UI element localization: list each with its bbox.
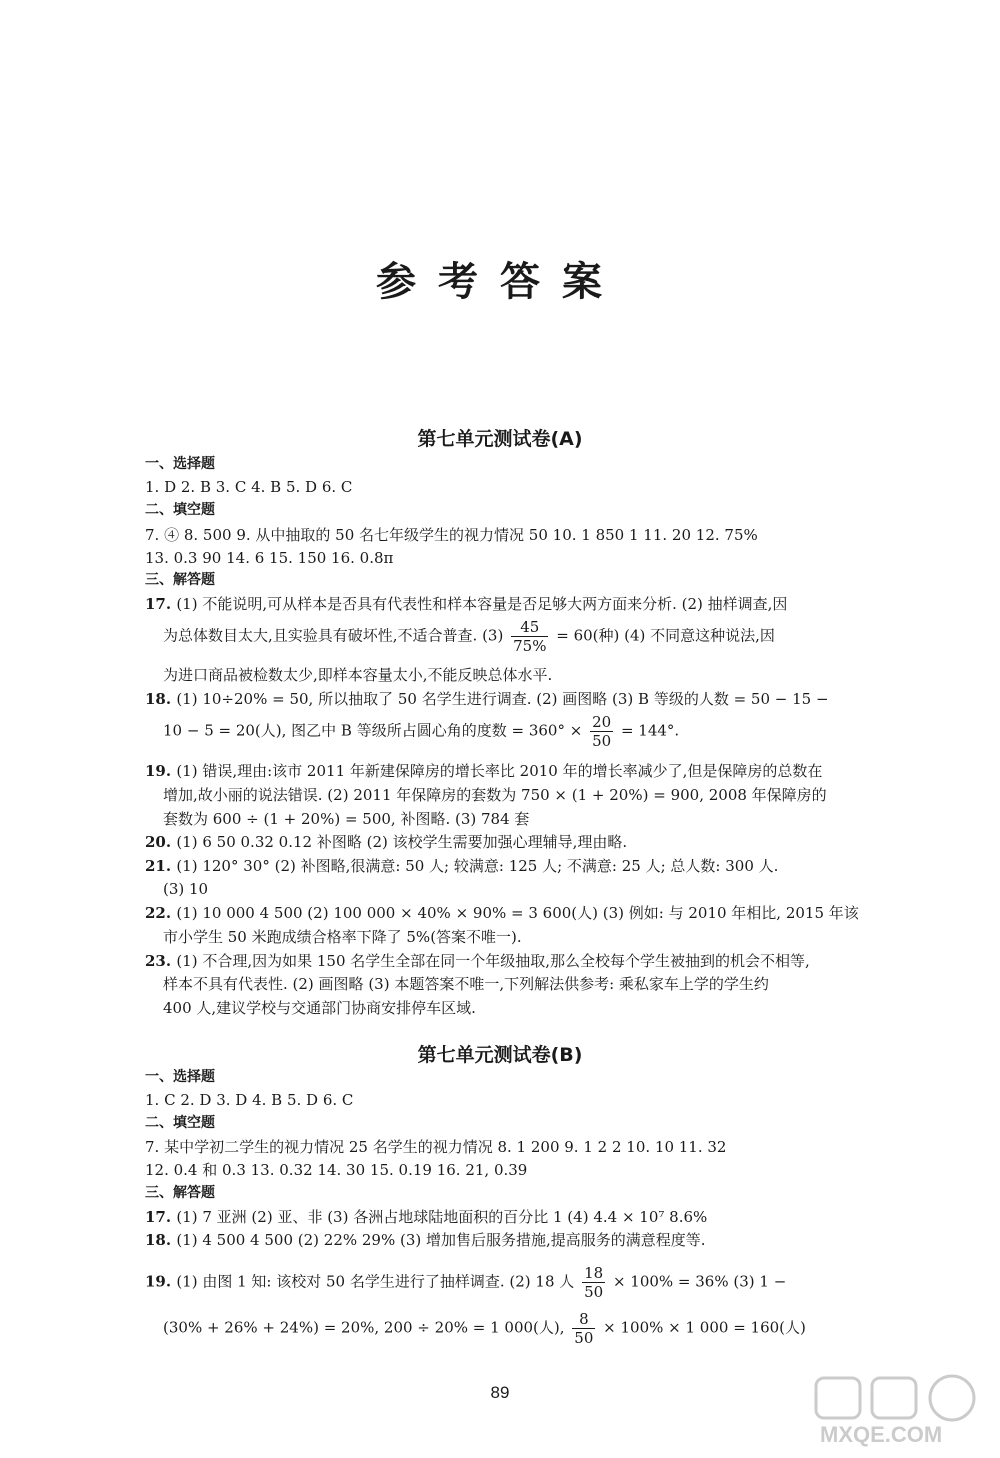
- a-q23-text-1: (1) 不合理,因为如果 150 名学生全部在同一个年级抽取,那么全校每个学生被抽到的机会不相等,: [176, 952, 810, 970]
- section-b-fill-line-2: 12. 0.4 和 0.3 13. 0.32 14. 30 15. 0.19 16. 21, 0.39: [145, 1161, 528, 1179]
- b-q19-line-2: [163, 1310, 806, 1347]
- a-q23-line-1: [145, 950, 810, 972]
- fraction-denominator: 50: [592, 732, 612, 750]
- a-q17-fraction: [511, 618, 548, 655]
- b-q19-text-1b: × 100% = 36% (3) 1 −: [612, 1272, 787, 1291]
- a-q17-line-2: [163, 618, 775, 655]
- fraction-denominator: 75%: [513, 637, 547, 655]
- watermark-logo: [812, 1372, 990, 1452]
- b-q19-line-1: [145, 1264, 786, 1301]
- question-number: 21.: [145, 857, 177, 875]
- a-q17-text-1: (1) 不能说明,可从样本是否具有代表性和样本容量是否足够大两方面来分析. (2) 抽样调查,因: [176, 595, 788, 613]
- a-q18-line-1: [145, 688, 829, 710]
- b-q19-fraction-2: [572, 1310, 595, 1347]
- fraction-numerator: 20: [592, 713, 612, 731]
- b-q18-line: [145, 1229, 706, 1251]
- section-a-title: 第七单元测试卷(A): [417, 428, 583, 450]
- section-a-heading-solve: 三、解答题: [145, 572, 215, 588]
- fraction-numerator: 18: [584, 1264, 604, 1282]
- a-q18-fraction: [590, 713, 613, 750]
- a-q21-line-1: [145, 855, 778, 877]
- a-q21-line-2: (3) 10: [163, 880, 209, 898]
- question-number: 19.: [145, 1272, 177, 1291]
- section-b-heading-fill: 二、填空题: [145, 1115, 215, 1131]
- b-q19-text-2b: × 100% × 1 000 = 160(人): [603, 1318, 806, 1337]
- a-q22-line-1: [145, 902, 859, 924]
- section-a-heading-fill: 二、填空题: [145, 502, 215, 518]
- a-q20-line: [145, 831, 627, 853]
- fraction-numerator: 8: [572, 1310, 595, 1329]
- b-q19-text-1a: (1) 由图 1 知: 该校对 50 名学生进行了抽样调查. (2) 18 人: [176, 1272, 575, 1291]
- b-q19-fraction-1: [582, 1264, 605, 1301]
- section-b-heading-choice: 一、选择题: [145, 1069, 215, 1085]
- a-q18-text-2b: = 144°.: [620, 721, 680, 740]
- a-q17-line-1: [145, 593, 787, 615]
- question-number: 18.: [145, 1231, 177, 1249]
- section-a-fill-line-2: 13. 0.3 90 14. 6 15. 150 16. 0.8π: [145, 549, 394, 567]
- b-q18-text: (1) 4 500 4 500 (2) 22% 29% (3) 增加售后服务措施,提高服务的满意程度等.: [176, 1231, 706, 1249]
- a-q17-text-2a: 为总体数目太大,且实验具有破坏性,不适合普查. (3): [163, 626, 504, 645]
- a-q19-line-2: 增加,故小丽的说法错误. (2) 2011 年保障房的套数为 750 × (1 + 20%) = 900, 2008 年保障房的: [163, 786, 827, 804]
- a-q19-line-1: [145, 760, 822, 782]
- a-q19-text-1: (1) 错误,理由:该市 2011 年新建保障房的增长率比 2010 年的增长率减少了,但是保障房的总数在: [176, 762, 823, 780]
- page-number: 89: [490, 1383, 510, 1402]
- a-q18-text-2a: 10 − 5 = 20(人), 图乙中 B 等级所占圆心角的度数 = 360° ×: [163, 721, 583, 740]
- a-q17-line-3: 为进口商品被检数太少,即样本容量太小,不能反映总体水平.: [163, 666, 553, 684]
- section-a-heading-choice: 一、选择题: [145, 456, 215, 472]
- section-a-fill-line-1: 7. ④ 8. 500 9. 从中抽取的 50 名七年级学生的视力情况 50 10. 1 850 1 11. 20 12. 75%: [145, 526, 758, 544]
- a-q21-text-1: (1) 120° 30° (2) 补图略,很满意: 50 人; 较满意: 125 人; 不满意: 25 人; 总人数: 300 人.: [176, 857, 779, 875]
- a-q18-line-2: [163, 713, 679, 750]
- a-q17-text-2b: = 60(种) (4) 不同意这种说法,因: [556, 626, 775, 645]
- question-number: 19.: [145, 762, 177, 780]
- question-number: 20.: [145, 833, 177, 851]
- question-number: 17.: [145, 1208, 177, 1226]
- question-number: 22.: [145, 904, 177, 922]
- fraction-denominator: 50: [584, 1283, 604, 1301]
- page-title: 参考答案: [376, 259, 624, 305]
- fraction-numerator: 45: [511, 618, 548, 637]
- section-b-heading-solve: 三、解答题: [145, 1185, 215, 1201]
- question-number: 18.: [145, 690, 177, 708]
- a-q18-text-1: (1) 10÷20% = 50, 所以抽取了 50 名学生进行调查. (2) 画图略 (3) B 等级的人数 = 50 − 15 −: [176, 690, 829, 708]
- b-q17-line: [145, 1206, 707, 1228]
- b-q19-text-2a: (30% + 26% + 24%) = 20%, 200 ÷ 20% = 1 000(人),: [163, 1318, 565, 1337]
- question-number: 17.: [145, 595, 177, 613]
- section-b-title: 第七单元测试卷(B): [417, 1044, 583, 1066]
- question-number: 23.: [145, 952, 177, 970]
- watermark-icon: [812, 1372, 990, 1424]
- a-q20-text: (1) 6 50 0.32 0.12 补图略 (2) 该校学生需要加强心理辅导,理由略.: [176, 833, 628, 851]
- a-q19-line-3: 套数为 600 ÷ (1 + 20%) = 500, 补图略. (3) 784 套: [163, 810, 530, 828]
- a-q22-text-1: (1) 10 000 4 500 (2) 100 000 × 40% × 90% = 3 600(人) (3) 例如: 与 2010 年相比, 2015 年该: [176, 904, 859, 922]
- section-b-fill-line-1: 7. 某中学初二学生的视力情况 25 名学生的视力情况 8. 1 200 9. 1 2 2 10. 10 11. 32: [145, 1138, 727, 1156]
- section-a-choice-answers: 1. D 2. B 3. C 4. B 5. D 6. C: [145, 478, 353, 496]
- section-b-choice-answers: 1. C 2. D 3. D 4. B 5. D 6. C: [145, 1091, 354, 1109]
- fraction-denominator: 50: [574, 1329, 594, 1347]
- a-q23-line-3: 400 人,建议学校与交通部门协商安排停车区域.: [163, 999, 476, 1017]
- b-q17-text: (1) 7 亚洲 (2) 亚、非 (3) 各洲占地球陆地面积的百分比 1 (4) 4.4 × 10⁷ 8.6%: [176, 1208, 708, 1226]
- watermark-text: MXQE.COM: [820, 1422, 943, 1447]
- a-q23-line-2: 样本不具有代表性. (2) 画图略 (3) 本题答案不唯一,下列解法供参考: 乘私家车上学的学生约: [163, 975, 769, 993]
- a-q22-line-2: 市小学生 50 米跑成绩合格率下降了 5%(答案不唯一).: [163, 928, 522, 946]
